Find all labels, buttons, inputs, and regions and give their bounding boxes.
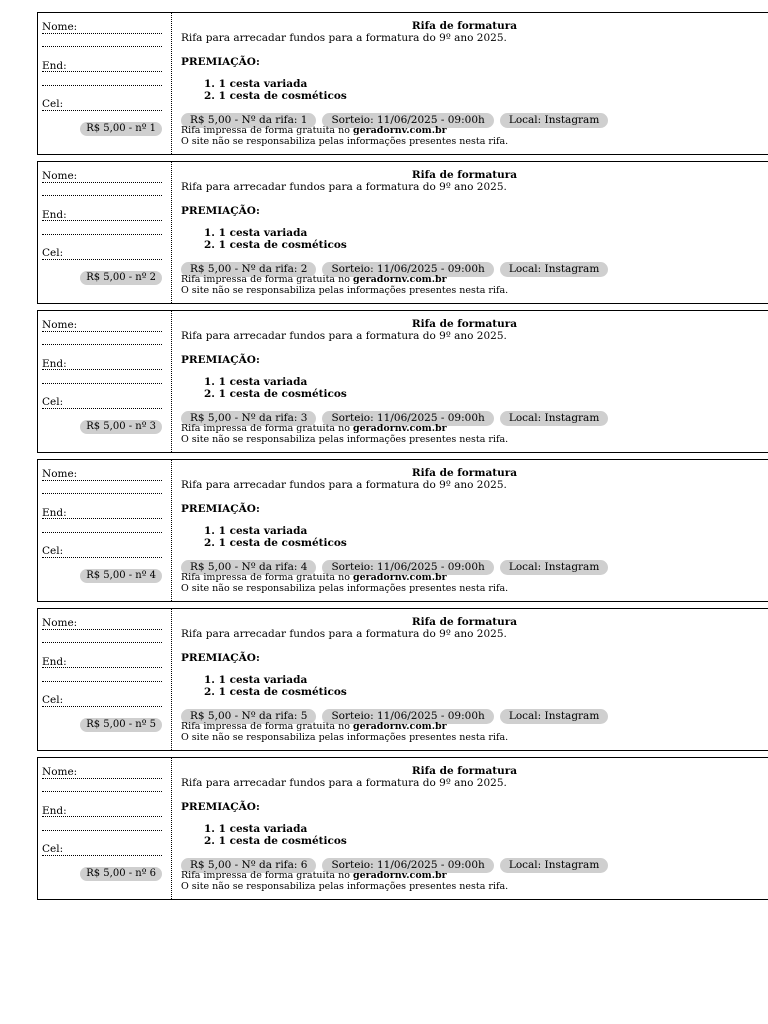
site-name: geradornv.com.br: [352, 870, 447, 881]
address-line-2: [42, 85, 162, 86]
prize-item: 1. 1 cesta variada: [204, 376, 308, 388]
prize-list: [204, 376, 347, 400]
ticket-stub: [38, 162, 172, 303]
prize-list: [204, 525, 347, 549]
ticket-body: [181, 162, 768, 303]
print-credit-text: Rifa impressa de forma gratuita no: [181, 721, 353, 732]
name-label: Nome:: [42, 170, 78, 182]
name-line: [42, 778, 162, 779]
prize-item: 1. 1 cesta variada: [204, 78, 308, 90]
draw-date-pill: Sorteio: 11/06/2025 - 09:00h: [322, 262, 493, 277]
ticket-stub: [38, 758, 172, 899]
print-credit: [181, 423, 447, 434]
raffle-ticket: [37, 12, 768, 155]
name-line-2: [42, 195, 162, 196]
address-label: End:: [42, 656, 67, 668]
location-pill: Local: Instagram: [500, 411, 608, 426]
site-name: geradornv.com.br: [352, 125, 447, 136]
draw-date-pill: Sorteio: 11/06/2025 - 09:00h: [322, 113, 493, 128]
address-label: End:: [42, 60, 67, 72]
name-line-2: [42, 493, 162, 494]
stub-price-badge: R$ 5,00 - nº 1: [80, 122, 162, 136]
raffle-description: Rifa para arrecadar fundos para a formatura do 9º ano 2025.: [181, 32, 507, 44]
raffle-description: Rifa para arrecadar fundos para a formatura do 9º ano 2025.: [181, 777, 507, 789]
prize-item: 2. 1 cesta de cosméticos: [204, 686, 347, 698]
raffle-title: Rifa de formatura: [411, 318, 518, 330]
name-line: [42, 182, 162, 183]
site-name: geradornv.com.br: [352, 721, 447, 732]
draw-date-pill: Sorteio: 11/06/2025 - 09:00h: [322, 858, 493, 873]
phone-line: [42, 259, 162, 260]
prize-heading: PREMIAÇÃO:: [181, 503, 260, 515]
name-line-2: [42, 791, 162, 792]
print-credit: [181, 274, 447, 285]
prize-heading: PREMIAÇÃO:: [181, 56, 260, 68]
name-line-2: [42, 46, 162, 47]
prize-item: 1. 1 cesta variada: [204, 227, 308, 239]
price-number-pill: R$ 5,00 - Nº da rifa: 6: [181, 858, 316, 873]
raffle-title: Rifa de formatura: [411, 169, 518, 181]
site-name: geradornv.com.br: [352, 572, 447, 583]
address-label: End:: [42, 805, 67, 817]
phone-line: [42, 408, 162, 409]
disclaimer: O site não se responsabiliza pelas informações presentes nesta rifa.: [181, 732, 509, 743]
print-credit-text: Rifa impressa de forma gratuita no: [181, 423, 353, 434]
phone-label: Cel:: [42, 694, 64, 706]
location-pill: Local: Instagram: [500, 560, 608, 575]
ticket-stub: [38, 609, 172, 750]
prize-heading: PREMIAÇÃO:: [181, 801, 260, 813]
raffle-description: Rifa para arrecadar fundos para a formatura do 9º ano 2025.: [181, 479, 507, 491]
location-pill: Local: Instagram: [500, 858, 608, 873]
ticket-stub: [38, 460, 172, 601]
prize-item: 2. 1 cesta de cosméticos: [204, 537, 347, 549]
raffle-description: Rifa para arrecadar fundos para a formatura do 9º ano 2025.: [181, 330, 507, 342]
phone-label: Cel:: [42, 545, 64, 557]
price-number-pill: R$ 5,00 - Nº da rifa: 4: [181, 560, 316, 575]
name-label: Nome:: [42, 468, 78, 480]
site-name: geradornv.com.br: [352, 423, 447, 434]
ticket-stub: [38, 13, 172, 154]
prize-heading: PREMIAÇÃO:: [181, 205, 260, 217]
ticket-body: [181, 460, 768, 601]
disclaimer: O site não se responsabiliza pelas informações presentes nesta rifa.: [181, 136, 509, 147]
phone-line: [42, 706, 162, 707]
location-pill: Local: Instagram: [500, 709, 608, 724]
print-credit: [181, 572, 447, 583]
stub-price-badge: R$ 5,00 - nº 3: [80, 420, 162, 434]
raffle-description: Rifa para arrecadar fundos para a formatura do 9º ano 2025.: [181, 181, 507, 193]
address-line-2: [42, 681, 162, 682]
address-line-2: [42, 383, 162, 384]
raffle-ticket: [37, 161, 768, 304]
stub-price-badge: R$ 5,00 - nº 2: [80, 271, 162, 285]
disclaimer: O site não se responsabiliza pelas informações presentes nesta rifa.: [181, 881, 509, 892]
disclaimer: O site não se responsabiliza pelas informações presentes nesta rifa.: [181, 285, 509, 296]
disclaimer: O site não se responsabiliza pelas informações presentes nesta rifa.: [181, 583, 509, 594]
prize-item: 2. 1 cesta de cosméticos: [204, 835, 347, 847]
stub-price-badge: R$ 5,00 - nº 6: [80, 867, 162, 881]
address-line: [42, 71, 162, 72]
stub-price-badge: R$ 5,00 - nº 4: [80, 569, 162, 583]
phone-line: [42, 855, 162, 856]
draw-date-pill: Sorteio: 11/06/2025 - 09:00h: [322, 709, 493, 724]
prize-item: 1. 1 cesta variada: [204, 525, 308, 537]
location-pill: Local: Instagram: [500, 113, 608, 128]
print-credit: [181, 721, 447, 732]
phone-label: Cel:: [42, 843, 64, 855]
raffle-ticket: [37, 757, 768, 900]
address-line-2: [42, 830, 162, 831]
prize-heading: PREMIAÇÃO:: [181, 652, 260, 664]
prize-item: 2. 1 cesta de cosméticos: [204, 388, 347, 400]
raffle-sheet: [37, 12, 768, 906]
prize-item: 1. 1 cesta variada: [204, 674, 308, 686]
address-line: [42, 667, 162, 668]
name-line-2: [42, 642, 162, 643]
name-label: Nome:: [42, 21, 78, 33]
phone-label: Cel:: [42, 247, 64, 259]
name-line: [42, 480, 162, 481]
name-line: [42, 33, 162, 34]
phone-label: Cel:: [42, 98, 64, 110]
prize-list: [204, 78, 347, 102]
phone-line: [42, 110, 162, 111]
location-pill: Local: Instagram: [500, 262, 608, 277]
raffle-ticket: [37, 608, 768, 751]
prize-item: 2. 1 cesta de cosméticos: [204, 90, 347, 102]
ticket-stub: [38, 311, 172, 452]
print-credit: [181, 870, 447, 881]
print-credit: [181, 125, 447, 136]
phone-line: [42, 557, 162, 558]
price-number-pill: R$ 5,00 - Nº da rifa: 5: [181, 709, 316, 724]
address-line: [42, 369, 162, 370]
print-credit-text: Rifa impressa de forma gratuita no: [181, 125, 353, 136]
draw-date-pill: Sorteio: 11/06/2025 - 09:00h: [322, 411, 493, 426]
raffle-description: Rifa para arrecadar fundos para a formatura do 9º ano 2025.: [181, 628, 507, 640]
prize-item: 1. 1 cesta variada: [204, 823, 308, 835]
ticket-body: [181, 13, 768, 154]
address-line-2: [42, 532, 162, 533]
print-credit-text: Rifa impressa de forma gratuita no: [181, 870, 353, 881]
price-number-pill: R$ 5,00 - Nº da rifa: 2: [181, 262, 316, 277]
address-label: End:: [42, 209, 67, 221]
print-credit-text: Rifa impressa de forma gratuita no: [181, 572, 353, 583]
prize-item: 2. 1 cesta de cosméticos: [204, 239, 347, 251]
prize-list: [204, 823, 347, 847]
name-line: [42, 331, 162, 332]
prize-list: [204, 227, 347, 251]
ticket-body: [181, 609, 768, 750]
site-name: geradornv.com.br: [352, 274, 447, 285]
address-line-2: [42, 234, 162, 235]
stub-price-badge: R$ 5,00 - nº 5: [80, 718, 162, 732]
name-line-2: [42, 344, 162, 345]
phone-label: Cel:: [42, 396, 64, 408]
address-label: End:: [42, 358, 67, 370]
name-label: Nome:: [42, 319, 78, 331]
disclaimer: O site não se responsabiliza pelas informações presentes nesta rifa.: [181, 434, 509, 445]
raffle-title: Rifa de formatura: [411, 765, 518, 777]
raffle-ticket: [37, 310, 768, 453]
raffle-ticket: [37, 459, 768, 602]
prize-list: [204, 674, 347, 698]
name-label: Nome:: [42, 617, 78, 629]
address-line: [42, 816, 162, 817]
draw-date-pill: Sorteio: 11/06/2025 - 09:00h: [322, 560, 493, 575]
ticket-body: [181, 758, 768, 899]
price-number-pill: R$ 5,00 - Nº da rifa: 3: [181, 411, 316, 426]
name-line: [42, 629, 162, 630]
print-credit-text: Rifa impressa de forma gratuita no: [181, 274, 353, 285]
raffle-title: Rifa de formatura: [411, 616, 518, 628]
address-line: [42, 518, 162, 519]
ticket-body: [181, 311, 768, 452]
name-label: Nome:: [42, 766, 78, 778]
address-line: [42, 220, 162, 221]
address-label: End:: [42, 507, 67, 519]
prize-heading: PREMIAÇÃO:: [181, 354, 260, 366]
price-number-pill: R$ 5,00 - Nº da rifa: 1: [181, 113, 316, 128]
raffle-title: Rifa de formatura: [411, 467, 518, 479]
raffle-title: Rifa de formatura: [411, 20, 518, 32]
